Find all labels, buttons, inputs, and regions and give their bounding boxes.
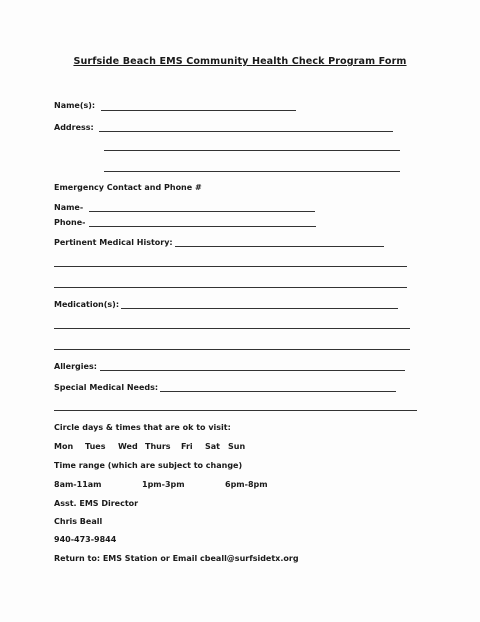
medications-label: Medication(s): xyxy=(54,300,120,309)
medications-field-line-3[interactable] xyxy=(54,349,410,350)
contact-title: Asst. EMS Director xyxy=(54,499,139,508)
ec-name-field-line[interactable] xyxy=(89,211,315,212)
special-needs-label: Special Medical Needs: xyxy=(54,383,159,392)
address-field-line-3[interactable] xyxy=(104,171,400,172)
time-slot-morning[interactable]: 8am-11am xyxy=(54,480,102,489)
medical-history-field-line-1[interactable] xyxy=(175,246,384,247)
medical-history-label: Pertinent Medical History: xyxy=(54,238,173,247)
names-label: Name(s): xyxy=(54,101,96,110)
day-fri[interactable]: Fri xyxy=(181,442,193,451)
medications-field-line-1[interactable] xyxy=(121,308,398,309)
day-mon[interactable]: Mon xyxy=(54,442,74,451)
form-title: Surfside Beach EMS Community Health Check Program Form xyxy=(73,56,407,67)
special-needs-field-line-2[interactable] xyxy=(54,410,417,411)
day-wed[interactable]: Wed xyxy=(118,442,138,451)
contact-phone: 940-473-9844 xyxy=(54,535,117,544)
day-thurs[interactable]: Thurs xyxy=(145,442,171,451)
medical-history-field-line-3[interactable] xyxy=(54,287,407,288)
ec-name-label: Name- xyxy=(54,203,84,212)
allergies-field-line[interactable] xyxy=(100,370,405,371)
day-tues[interactable]: Tues xyxy=(85,442,106,451)
return-info: Return to: EMS Station or Email cbeall@surfsidetx.org xyxy=(54,554,299,563)
allergies-label: Allergies: xyxy=(54,362,97,371)
medications-field-line-2[interactable] xyxy=(54,328,410,329)
medical-history-field-line-2[interactable] xyxy=(54,266,407,267)
special-needs-field-line-1[interactable] xyxy=(160,391,396,392)
time-range-heading: Time range (which are subject to change) xyxy=(54,461,243,470)
ec-phone-label: Phone- xyxy=(54,218,86,227)
day-sat[interactable]: Sat xyxy=(205,442,220,451)
contact-name: Chris Beall xyxy=(54,517,103,526)
day-sun[interactable]: Sun xyxy=(228,442,246,451)
address-field-line-1[interactable] xyxy=(99,131,393,132)
ec-phone-field-line[interactable] xyxy=(89,226,316,227)
emergency-contact-heading: Emergency Contact and Phone # xyxy=(54,183,202,192)
time-slot-afternoon[interactable]: 1pm-3pm xyxy=(142,480,185,489)
names-field-line[interactable] xyxy=(101,110,296,111)
address-field-line-2[interactable] xyxy=(104,150,400,151)
time-slot-evening[interactable]: 6pm-8pm xyxy=(225,480,268,489)
address-label: Address: xyxy=(54,123,94,132)
visit-days-heading: Circle days & times that are ok to visit: xyxy=(54,423,231,432)
